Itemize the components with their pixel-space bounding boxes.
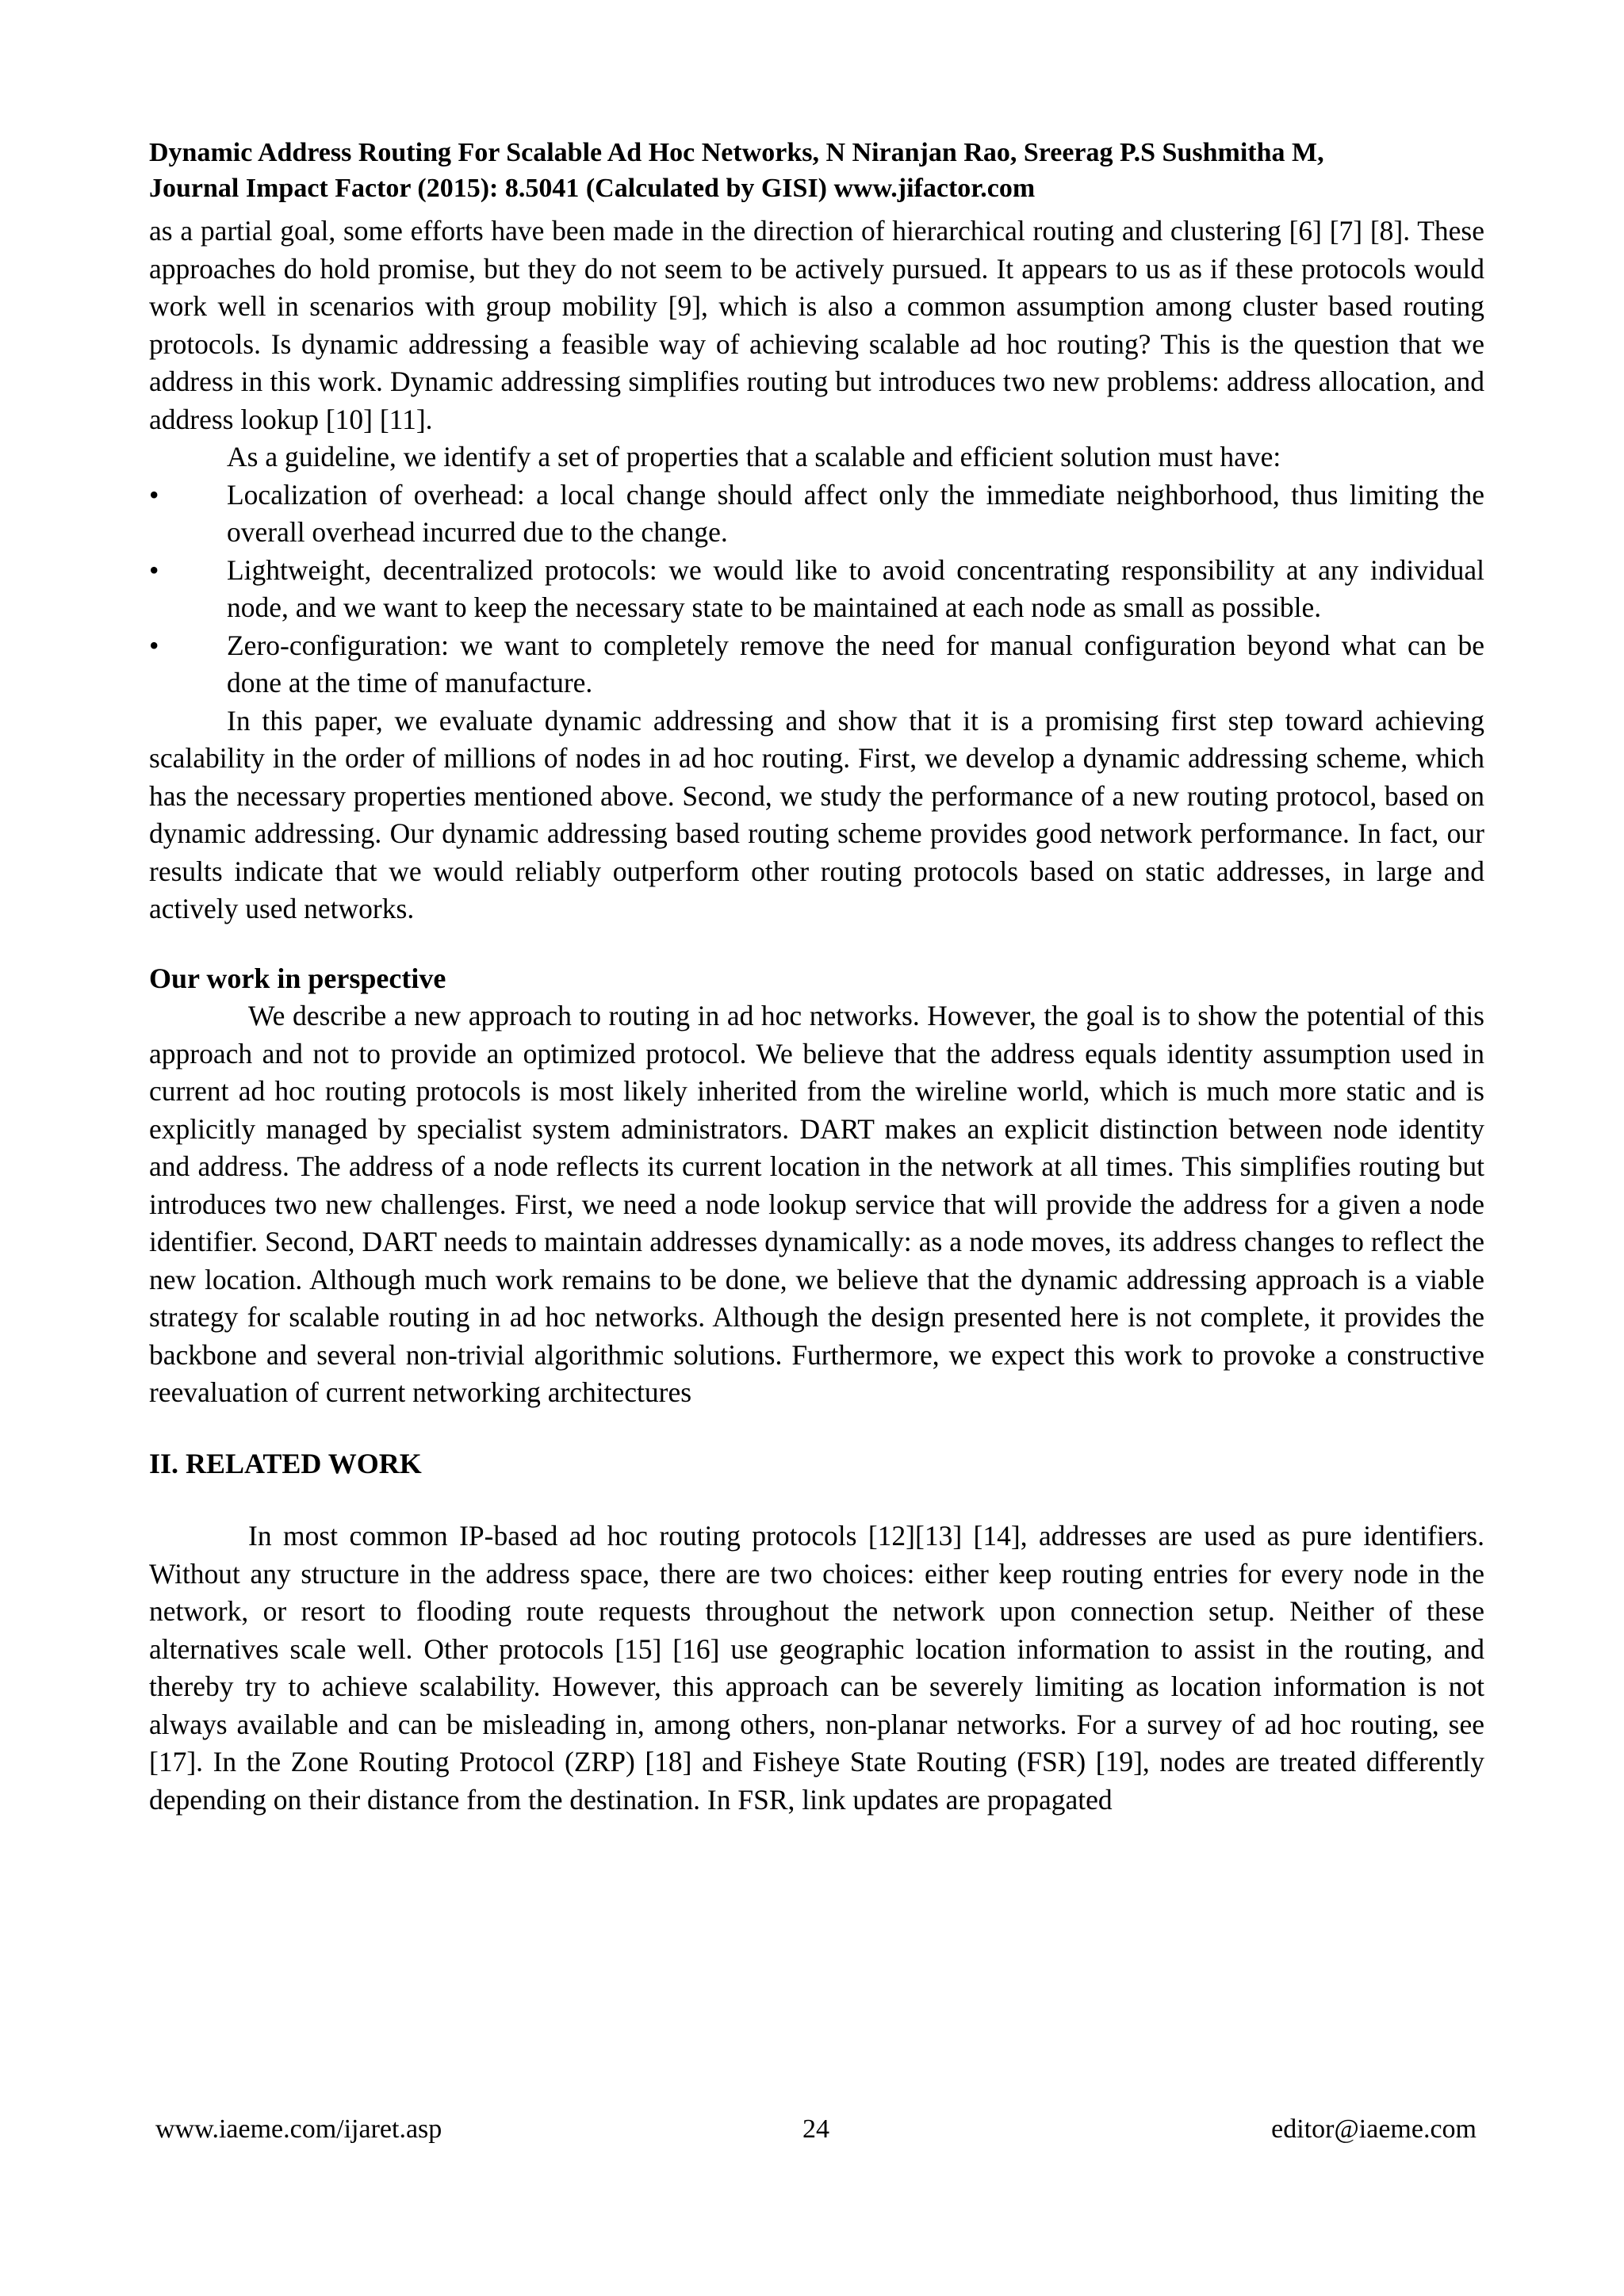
footer-email-link[interactable]: editor@iaeme.com xyxy=(1271,2114,1477,2144)
list-item xyxy=(149,476,1484,552)
list-item-text: Localization of overhead: a local change should affect only the immediate neighborhood, thus limiting the overall overhead incurred due to the change. xyxy=(227,478,1484,548)
footer-website-link[interactable]: www.iaeme.com/ijaret.asp xyxy=(155,2114,442,2144)
list-item xyxy=(149,627,1484,702)
header-line-2: Journal Impact Factor (2015): 8.5041 (Calculated by GISI) www.jifactor.com xyxy=(149,174,1036,203)
list-item-text: Lightweight, decentralized protocols: we would like to avoid concentrating responsibility at any individual node, and we want to keep the necessary state to be maintained at each node as small as possible. xyxy=(227,553,1484,623)
intro-paragraph: as a partial goal, some efforts have been made in the direction of hierarchical routing and clustering [6] [7] [8]. These approaches do hold promise, but they do not seem to be actively pursued. It appears to us as if these protocols would work well in scenarios with group mobility [9], which is also a common assumption among cluster based routing protocols. Is dynamic addressing a feasible way of achieving scalable ad hoc routing? This is the question that we address in this work. Dynamic addressing simplifies routing but introduces two new problems: address allocation, and address lookup [10] [11]. xyxy=(149,215,1484,435)
perspective-heading: Our work in perspective xyxy=(149,962,446,994)
page-content xyxy=(149,135,1484,1819)
properties-list xyxy=(149,476,1484,702)
page-number: 24 xyxy=(802,2114,829,2144)
header-line-1: Dynamic Address Routing For Scalable Ad Hoc Networks, N Niranjan Rao, Sreerag P.S Sushmitha M, xyxy=(149,138,1324,167)
perspective-paragraph: We describe a new approach to routing in ad hoc networks. However, the goal is to show the potential of this approach and not to provide an optimized protocol. We believe that the address equals identity assumption used in current ad hoc routing protocols is most likely inherited from the wireline world, which is much more static and is explicitly managed by specialist system administrators. DART makes an explicit distinction between node identity and address. The address of a node reflects its current location in the network at all times. This simplifies routing but introduces two new challenges. First, we need a node lookup service that will provide the address for a given a node identifier. Second, DART needs to maintain addresses dynamically: as a node moves, its address changes to reflect the new location. Although much work remains to be done, we believe that the dynamic addressing approach is a viable strategy for scalable routing in ad hoc networks. Although the design presented here is not complete, it provides the backbone and several non-trivial algorithmic solutions. Furthermore, we expect this work to provoke a constructive reevaluation of current networking architectures xyxy=(149,1000,1484,1408)
list-item-text: Zero-configuration: we want to completely remove the need for manual configuration beyond what can be done at the time of manufacture. xyxy=(227,629,1484,698)
list-item xyxy=(149,552,1484,627)
bullet-icon: • xyxy=(149,478,159,511)
running-header xyxy=(149,135,1484,206)
paper-paragraph: In this paper, we evaluate dynamic addressing and show that it is a promising first step toward achieving scalability in the order of millions of nodes in ad hoc routing. First, we develop a dynamic addressing scheme, which has the necessary properties mentioned above. Second, we study the performance of a new routing protocol, based on dynamic addressing. Our dynamic addressing based routing scheme provides good network performance. In fact, our results indicate that we would reliably outperform other routing protocols based on static addresses, in large and actively used networks. xyxy=(149,704,1484,924)
bullet-icon: • xyxy=(149,553,159,586)
bullet-icon: • xyxy=(149,629,159,661)
related-work-paragraph: In most common IP-based ad hoc routing protocols [12][13] [14], addresses are used as pure identifiers. Without any structure in the address space, there are two choices: either keep routing entries for every node in the network, or resort to flooding route requests throughout the network upon connection setup. Neither of these alternatives scale well. Other protocols [15] [16] use geographic location information to assist in the routing, and thereby try to achieve scalability. However, this approach can be severely limiting as location information is not always available and can be misleading in, among others, non-planar networks. For a survey of ad hoc routing, see [17]. In the Zone Routing Protocol (ZRP) [18] and Fisheye State Routing (FSR) [19], nodes are treated differently depending on their distance from the destination. In FSR, link updates are propagated xyxy=(149,1520,1484,1816)
related-work-heading: II. RELATED WORK xyxy=(149,1447,422,1479)
page-footer xyxy=(155,2111,1477,2148)
guideline-paragraph: As a guideline, we identify a set of properties that a scalable and efficient solution must have: xyxy=(227,441,1281,473)
